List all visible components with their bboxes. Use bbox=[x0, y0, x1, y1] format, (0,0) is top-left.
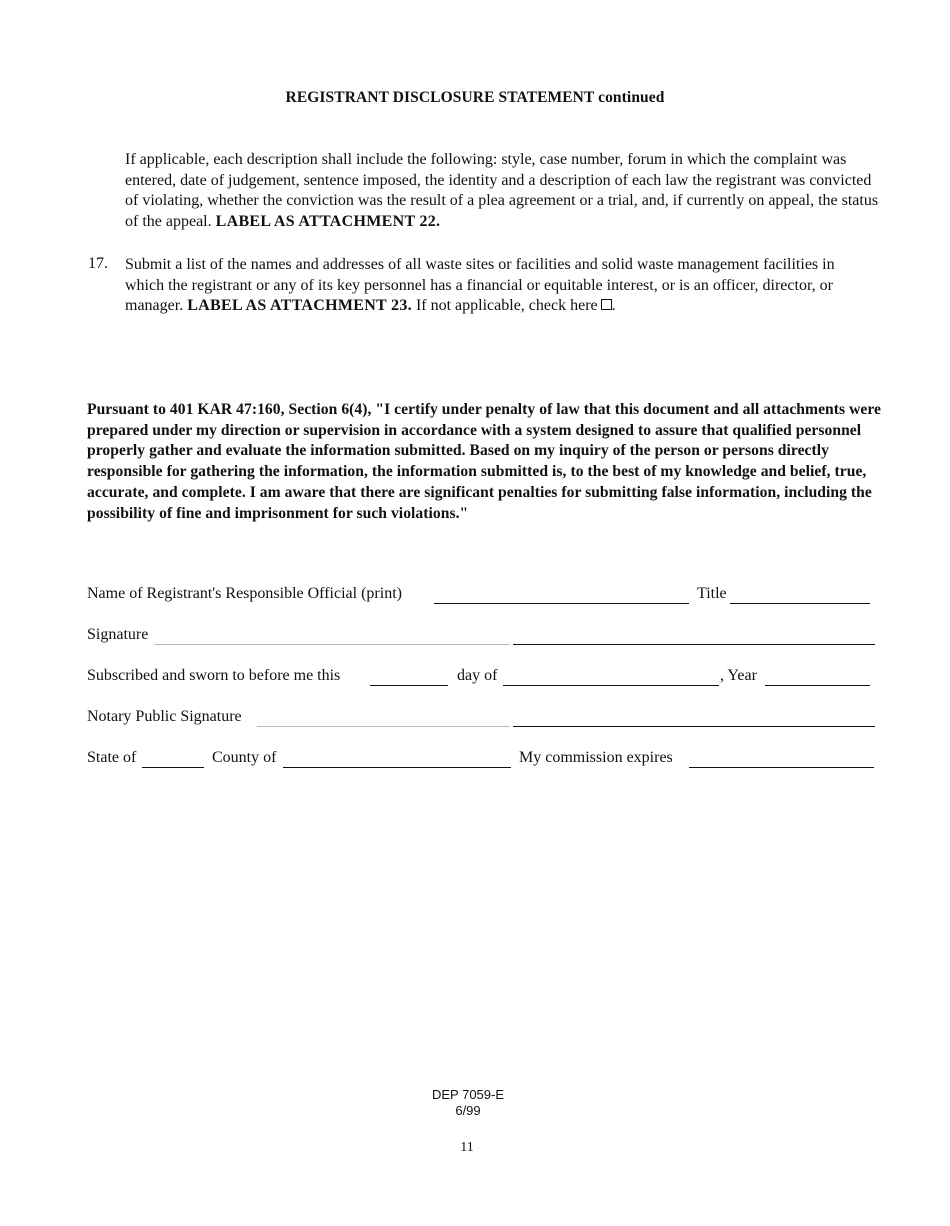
not-applicable-checkbox[interactable] bbox=[601, 299, 612, 310]
sworn-row bbox=[87, 667, 877, 689]
sworn-month-field[interactable] bbox=[503, 685, 719, 686]
item-17-text: Submit a list of the names and addresses of all waste sites or facilities and solid waste management facilities in which the registrant or any of its key personnel has a financial or equitable interest, or is an officer, director, or manager. bbox=[125, 256, 835, 315]
sworn-day-field[interactable] bbox=[370, 685, 448, 686]
attachment-22-label: LABEL AS ATTACHMENT 22. bbox=[215, 213, 441, 231]
signature-field-right[interactable] bbox=[513, 644, 875, 645]
attachment-22-description bbox=[125, 150, 885, 233]
page-number: 11 bbox=[460, 1140, 474, 1155]
signature-field-left[interactable] bbox=[154, 644, 510, 645]
title-label: Title bbox=[697, 585, 727, 602]
attachment-22-text: If applicable, each description shall include the following: style, case number, forum in which the complaint was entered, date of judgement, sentence imposed, the identity and a description of each law the registrant was convicted of violating, whether the conviction was the result of a plea agreement or a trial, and, if currently on appeal, the status of the appeal. bbox=[125, 151, 879, 231]
notary-signature-field-left[interactable] bbox=[257, 726, 510, 727]
commission-expires-field[interactable] bbox=[689, 767, 874, 768]
sworn-year-field[interactable] bbox=[765, 685, 870, 686]
sworn-label: Subscribed and sworn to before me this bbox=[87, 667, 341, 684]
day-of-label: day of bbox=[457, 667, 498, 684]
state-field[interactable] bbox=[142, 767, 204, 768]
form-date: 6/99 bbox=[455, 1103, 481, 1118]
page-title: REGISTRANT DISCLOSURE STATEMENT continued bbox=[285, 89, 665, 106]
notary-row bbox=[87, 708, 877, 730]
county-label: County of bbox=[212, 749, 277, 766]
form-number: DEP 7059-E bbox=[431, 1087, 505, 1102]
attachment-23-label: LABEL AS ATTACHMENT 23. bbox=[187, 297, 412, 315]
commission-expires-label: My commission expires bbox=[519, 749, 673, 766]
official-name-label: Name of Registrant's Responsible Official (print) bbox=[87, 585, 402, 602]
certification-statement: Pursuant to 401 KAR 47:160, Section 6(4), "I certify under penalty of law that this document and all attachments were prepared under my direction or supervision in accordance with a system designed to assure that qualified personnel properly gather and evaluate the information submitted. Based on my inquiry of the person or persons directly responsible for gathering the information, the information submitted is, to the best of my knowledge and belief, true, accurate, and complete. I am aware that there are significant penalties for submitting false information, including the possibility of fine and imprisonment for such violations." bbox=[87, 401, 882, 522]
item-17-description bbox=[125, 255, 870, 317]
title-field[interactable] bbox=[730, 603, 870, 604]
notary-signature-field-right[interactable] bbox=[513, 726, 875, 727]
signature-row bbox=[87, 626, 877, 648]
item-17-end-mark: . bbox=[611, 297, 616, 315]
year-label: , Year bbox=[720, 667, 757, 684]
official-name-row bbox=[87, 585, 877, 607]
county-field[interactable] bbox=[283, 767, 511, 768]
not-applicable-text: If not applicable, check here bbox=[415, 297, 598, 315]
item-17-number: 17. bbox=[88, 255, 108, 272]
notary-signature-label: Notary Public Signature bbox=[87, 708, 242, 725]
state-label: State of bbox=[87, 749, 137, 766]
signature-label: Signature bbox=[87, 626, 149, 643]
official-name-field[interactable] bbox=[434, 603, 689, 604]
state-county-row bbox=[87, 749, 877, 771]
